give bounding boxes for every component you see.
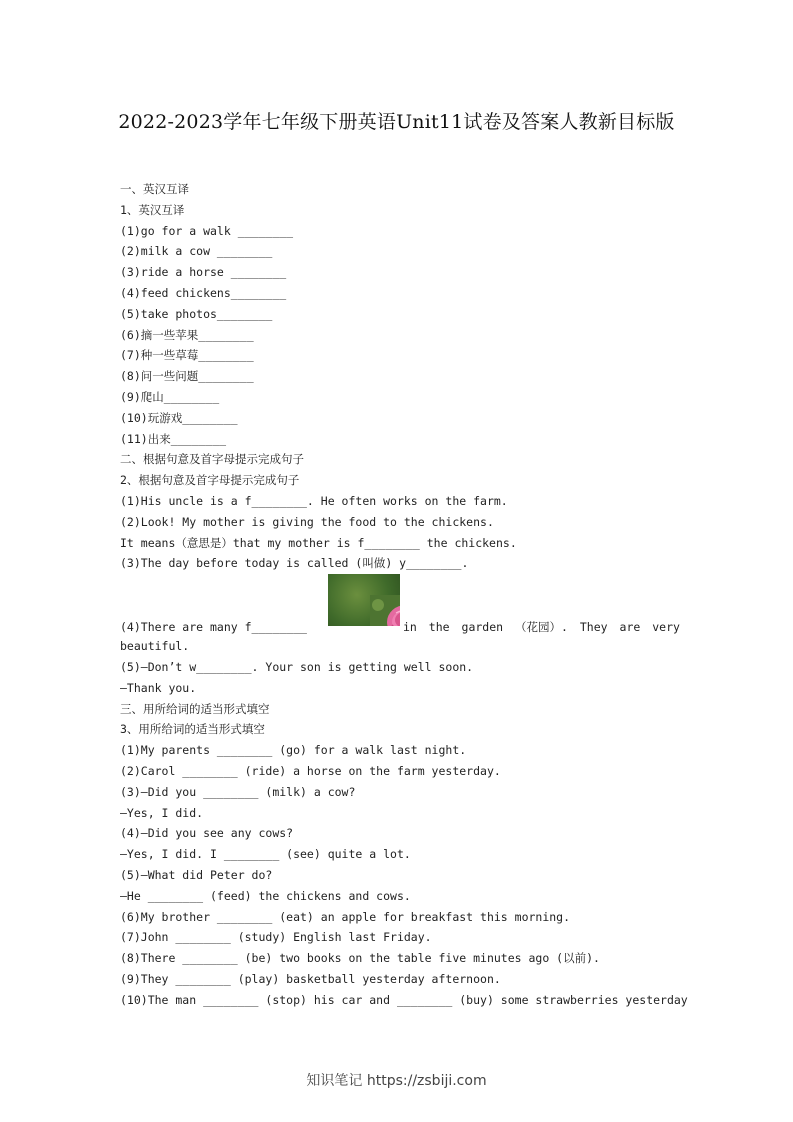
question-line: (5)—What did Peter do?	[120, 867, 273, 882]
question-line: (3)ride a horse ________	[120, 265, 287, 280]
word: （花园）.	[515, 620, 568, 635]
question-line: (4)—Did you see any cows?	[120, 826, 294, 841]
question-line: (4)feed chickens________	[120, 285, 287, 300]
page-title: 2022-2023学年七年级下册英语Unit11试卷及答案人教新目标版	[118, 111, 675, 133]
question-line: (10)玩游戏________	[120, 410, 238, 425]
section-heading: 三、用所给词的适当形式填空	[120, 701, 270, 716]
question-line: (10)The man ________ (stop) his car and ________ (buy) some strawberries yesterday	[120, 992, 688, 1007]
question-with-image	[120, 574, 680, 636]
question-line: (3)—Did you ________ (milk) a cow?	[120, 784, 356, 799]
section-heading: 二、根据句意及首字母提示完成句子	[120, 452, 304, 467]
question-list	[120, 221, 680, 450]
question-line: (7)种一些草莓________	[120, 348, 254, 363]
question-line: —He ________ (feed) the chickens and cows.	[120, 888, 411, 903]
question-line: (8)There ________ (be) two books on the table five minutes ago (以前).	[120, 951, 600, 966]
footer-watermark: 知识笔记 https://zsbiji.com	[306, 1073, 487, 1089]
question-line: (11)出来________	[120, 431, 227, 446]
question-line: (6)摘一些苹果________	[120, 327, 254, 342]
word: They	[579, 620, 608, 635]
question-line: (6)My brother ________ (eat) an apple for breakfast this morning.	[120, 909, 571, 924]
question-line: (1)His uncle is a f________. He often works on the farm.	[120, 493, 508, 508]
question-line: (1)go for a walk ________	[120, 223, 294, 238]
question-line: (8)问一些问题________	[120, 369, 254, 384]
question-line: (1)My parents ________ (go) for a walk last night.	[120, 743, 467, 758]
section-subheading: 1、英汉互译	[120, 202, 185, 217]
question-line: —Yes, I did. I ________ (see) quite a lot.	[120, 847, 411, 862]
question-line: (2)Carol ________ (ride) a horse on the farm yesterday.	[120, 763, 501, 778]
question-line: —Yes, I did.	[120, 805, 204, 820]
question-list	[120, 636, 680, 698]
question-line: (3)The day before today is called (叫做) y________.	[120, 556, 469, 571]
question-line: (5)—Don’t w________. Your son is getting well soon.	[120, 659, 474, 674]
question-line: (2)milk a cow ________	[120, 244, 273, 259]
section-heading: 一、英汉互译	[120, 182, 189, 196]
question-text-continued	[403, 617, 680, 638]
question-line: —Thank you.	[120, 680, 197, 695]
question-line: (5)take photos________	[120, 306, 273, 321]
question-line: (7)John ________ (study) English last Friday.	[120, 930, 432, 945]
section-subheading: 3、用所给词的适当形式填空	[120, 722, 265, 737]
section-subheading: 2、根据句意及首字母提示完成句子	[120, 473, 300, 488]
document-body	[120, 179, 688, 1010]
rose-flower-image	[328, 574, 400, 626]
word: the	[428, 620, 450, 635]
question-line: It means（意思是）that my mother is f________ the chickens.	[120, 535, 517, 550]
word: very	[652, 620, 680, 635]
question-line: beautiful.	[120, 639, 190, 654]
question-line: (2)Look! My mother is giving the food to the chickens.	[120, 514, 494, 529]
word: are	[619, 620, 641, 635]
question-list	[120, 491, 680, 574]
question-text: (4)There are many f________	[120, 620, 307, 635]
word: garden	[461, 620, 504, 635]
question-list	[120, 740, 688, 1010]
question-line: (9)爬山________	[120, 389, 220, 404]
word: in	[403, 620, 417, 635]
question-line: (9)They ________ (play) basketball yesterday afternoon.	[120, 971, 501, 986]
